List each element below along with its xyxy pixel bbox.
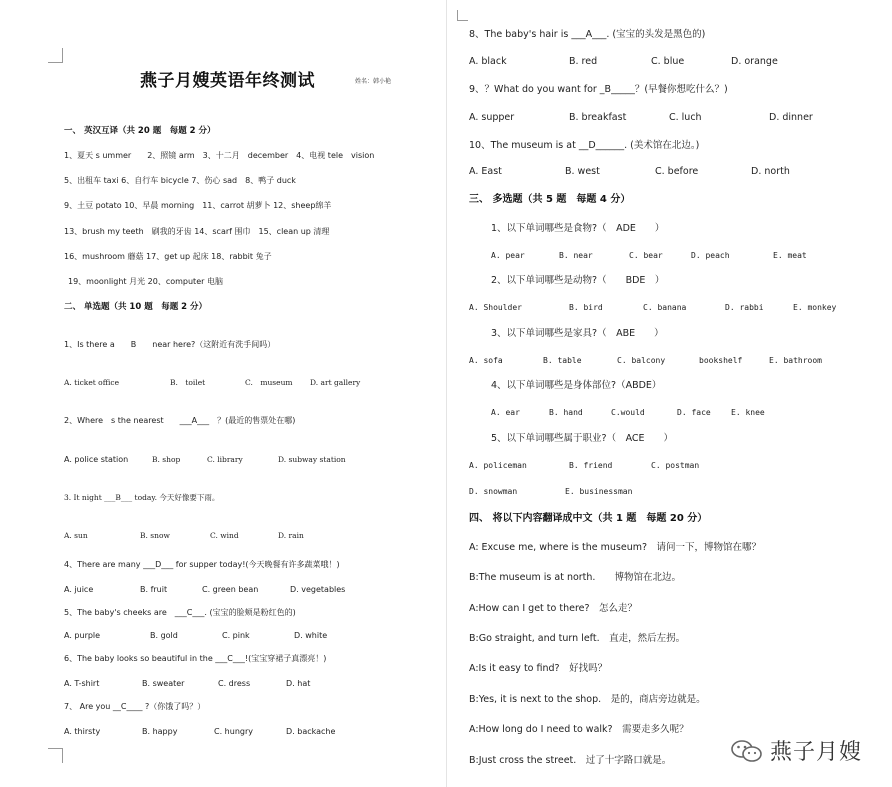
question: 3、以下单词哪些是家具?（ ABE ）: [491, 328, 664, 339]
option: D. vegetables: [290, 585, 346, 594]
option: C. bear: [629, 251, 663, 260]
wechat-icon: [730, 738, 764, 764]
section3-heading: 三、 多选题（共 5 题 每题 4 分）: [469, 194, 631, 205]
option: B. fruit: [140, 585, 168, 594]
question: 5、以下单词哪些属于职业?（ ACE ）: [491, 433, 674, 444]
option: A. ear: [491, 408, 520, 417]
option: B. shop: [152, 455, 181, 464]
option: D. backache: [286, 727, 336, 736]
option: D. subway station: [278, 455, 346, 464]
dialogue-line: B:The museum is at north. 博物馆在北边。: [469, 572, 681, 583]
option: C. green bean: [202, 585, 259, 594]
watermark-text: 燕子月嫂: [770, 740, 863, 765]
question: 5、The baby's cheeks are ___C___. (宝宝的脸颊是粉红色的): [64, 608, 296, 617]
option: A. supper: [469, 112, 515, 123]
option: bookshelf: [699, 356, 743, 365]
dialogue-line: B:Just cross the street. 过了十字路口就是。: [469, 755, 672, 766]
section4-heading: 四、 将以下内容翻译成中文（共 1 题 每题 20 分）: [469, 513, 708, 524]
option: C. luch: [669, 112, 702, 123]
dialogue-line: B:Yes, it is next to the shop. 是的，商店旁边就是。: [469, 694, 706, 705]
section1-line: 9、土豆 potato 10、早晨 morning 11、carrot 胡萝卜 12、sheep绵羊: [64, 201, 332, 210]
question: 9、？What do you want for _B_____？(早餐你想吃什么？): [469, 84, 728, 95]
option: C. banana: [643, 303, 687, 312]
section1-line: 19、moonlight 月光 20、computer 电脑: [68, 277, 223, 286]
option: D. snowman: [469, 487, 518, 496]
question: 4、以下单词哪些是身体部位?（ABDE）: [491, 380, 662, 391]
option: D. north: [751, 166, 790, 177]
option: D. white: [294, 631, 328, 640]
option: D. rain: [278, 531, 304, 540]
margin-corner-mark: [48, 48, 63, 63]
page-title: 燕子月嫂英语年终测试: [140, 71, 315, 91]
option: A. East: [469, 166, 502, 177]
option: A. sun: [64, 531, 88, 540]
option: B. happy: [142, 727, 178, 736]
option: E. monkey: [793, 303, 837, 312]
option: B. breakfast: [569, 112, 627, 123]
option: C. library: [207, 455, 243, 464]
question: 1、Is there a B near here?（这附近有洗手间吗）: [64, 340, 276, 349]
option: A. pear: [491, 251, 525, 260]
option: E. bathroom: [769, 356, 822, 365]
option: A. thirsty: [64, 727, 101, 736]
option: B. toilet: [170, 378, 206, 387]
option: E. businessman: [565, 487, 633, 496]
option: C. before: [655, 166, 699, 177]
option: B. table: [543, 356, 582, 365]
name-label: 姓名：韩小艳: [355, 78, 392, 85]
section1-line: 13、brush my teeth 刷我的牙齿 14、scarf 围巾 15、clean up 清理: [64, 227, 330, 236]
option: A. sofa: [469, 356, 503, 365]
option: C. postman: [651, 461, 700, 470]
dialogue-line: B:Go straight, and turn left. 直走，然后左拐。: [469, 633, 686, 644]
question: 3. It night ___B___ today. 今天好像要下雨。: [64, 493, 220, 502]
option: E. knee: [731, 408, 765, 417]
option: C. pink: [222, 631, 250, 640]
option: C.would: [611, 408, 645, 417]
question: 7、 Are you __C____ ?（你饿了吗？）: [64, 702, 206, 711]
option: E. meat: [773, 251, 807, 260]
dialogue-line: A:How can I get to there? 怎么走？: [469, 603, 638, 614]
option: B. sweater: [142, 679, 185, 688]
option: B. bird: [569, 303, 603, 312]
option: C. balcony: [617, 356, 666, 365]
question: 1、以下单词哪些是食物?（ ADE ）: [491, 223, 665, 234]
section1-heading: 一、 英汉互译（共 20 题 每题 2 分）: [64, 126, 216, 136]
margin-corner-mark: [457, 10, 468, 21]
section1-line: 16、mushroom 蘑菇 17、get up 起床 18、rabbit 兔子: [64, 252, 272, 261]
option: D. peach: [691, 251, 730, 260]
option: C. hungry: [214, 727, 253, 736]
option: B. friend: [569, 461, 613, 470]
option: A. ticket office: [64, 378, 120, 387]
watermark: [730, 735, 862, 766]
option: C. blue: [651, 56, 685, 67]
question: 4、There are many ___D___ for supper today!(今天晚餐有许多蔬菜哦！): [64, 560, 340, 569]
dialogue-line: A:Is it easy to find? 好找吗？: [469, 663, 608, 674]
question: 2、Where s the nearest ___A___ ？(最近的售票处在哪): [64, 416, 296, 425]
dialogue-line: A: Excuse me, where is the museum? 请问一下，博物馆在哪？: [469, 542, 762, 553]
option: A. Shoulder: [469, 303, 522, 312]
option: B. hand: [549, 408, 583, 417]
option: D. face: [677, 408, 711, 417]
option: B. west: [565, 166, 600, 177]
option: C. wind: [210, 531, 239, 540]
option: D. rabbi: [725, 303, 764, 312]
option: C. dress: [218, 679, 251, 688]
option: D. orange: [731, 56, 778, 67]
question: 10、The museum is at __D______. (美术馆在北边。): [469, 140, 700, 151]
right-page: [446, 0, 892, 787]
question: 8、The baby's hair is ___A___. (宝宝的头发是黑色的): [469, 29, 706, 40]
question: 6、The baby looks so beautiful in the ___C___!(宝宝穿裙子真漂亮！): [64, 654, 327, 663]
section1-line: 5、出租车 taxi 6、自行车 bicycle 7、伤心 sad 8、鸭子 duck: [64, 176, 296, 185]
option: A. juice: [64, 585, 94, 594]
option: B. gold: [150, 631, 178, 640]
option: C. museum: [245, 378, 293, 387]
option: A. black: [469, 56, 507, 67]
option: D. hat: [286, 679, 311, 688]
section1-line: 1、夏天 s ummer 2、照镜 arm 3、十二月 december 4、电视 tele vision: [64, 151, 375, 160]
section2-heading: 二、 单选题（共 10 题 每题 2 分）: [64, 302, 208, 312]
option: D. art gallery: [310, 378, 361, 387]
option: B. near: [559, 251, 593, 260]
option: A. purple: [64, 631, 101, 640]
option: A. policeman: [469, 461, 527, 470]
option: A. police station: [64, 455, 129, 464]
question: 2、以下单词哪些是动物?（ BDE ）: [491, 275, 665, 286]
option: A. T-shirt: [64, 679, 100, 688]
option: B. snow: [140, 531, 170, 540]
option: B. red: [569, 56, 598, 67]
option: D. dinner: [769, 112, 813, 123]
dialogue-line: A:How long do I need to walk? 需要走多久呢？: [469, 724, 689, 735]
margin-corner-mark: [48, 748, 63, 763]
